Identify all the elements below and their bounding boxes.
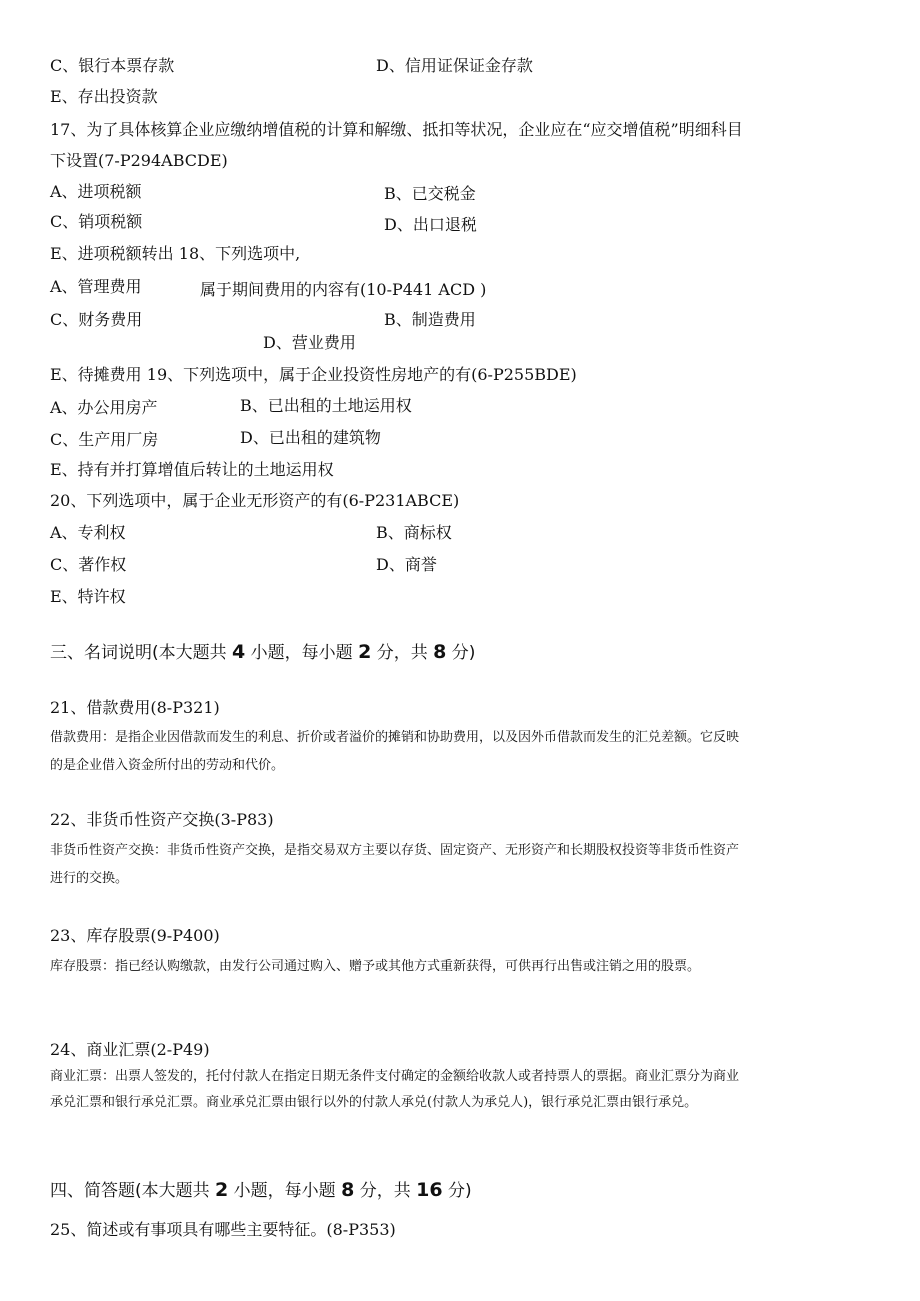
- q20-option-b: B、商标权: [376, 523, 452, 542]
- term-24-definition-cont: 承兑汇票和银行承兑汇票。商业承兑汇票由银行以外的付款人承兑(付款人为承兑人)，银行承兑汇票由银行承兑。: [50, 1095, 698, 1110]
- term-22-definition-cont: 进行的交换。: [50, 871, 129, 886]
- term-22-definition: 非货币性资产交换：非货币性资产交换，是指交易双方主要以存货、固定资产、无形资产和长期股权投资等非货币性资产: [50, 843, 740, 858]
- q17-option-d: D、出口退税: [384, 215, 477, 234]
- term-21-definition: 借款费用：是指企业因借款而发生的利息、折价或者溢价的摊销和协助费用，以及因外币借款而发生的汇兑差额。它反映: [50, 730, 740, 745]
- q20-option-d: D、商誉: [376, 555, 437, 574]
- q17-option-a: A、进项税额: [50, 182, 142, 201]
- q17-option-b: B、已交税金: [384, 184, 476, 203]
- section-3-heading: 三、名词说明(本大题共 4 小题，每小题 2 分，共 8 分): [50, 641, 476, 663]
- term-21-definition-cont: 的是企业借入资金所付出的劳动和代价。: [50, 758, 285, 773]
- option-e-investment: E、存出投资款: [50, 87, 158, 106]
- q19-option-e: E、持有并打算增值后转让的土地运用权: [50, 460, 334, 479]
- term-22-title: 22、非货币性资产交换(3-P83): [50, 810, 274, 829]
- q18-option-c: C、财务费用: [50, 310, 143, 329]
- q19-option-b: B、已出租的土地运用权: [240, 396, 412, 415]
- section-4-heading: 四、简答题(本大题共 2 小题，每小题 8 分，共 16 分): [50, 1179, 472, 1201]
- term-21-title: 21、借款费用(8-P321): [50, 698, 220, 717]
- option-d-credit-deposit: D、信用证保证金存款: [376, 56, 533, 75]
- q17-option-c: C、销项税额: [50, 212, 143, 231]
- question-25: 25、简述或有事项具有哪些主要特征。(8-P353): [50, 1220, 396, 1239]
- q18-option-d: D、营业费用: [263, 333, 356, 352]
- q20-option-c: C、著作权: [50, 555, 127, 574]
- q18-option-e-q19-stem: E、待摊费用 19、下列选项中，属于企业投资性房地产的有(6-P255BDE): [50, 365, 577, 384]
- q18-option-a: A、管理费用: [50, 277, 142, 296]
- question-17-stem-cont: 下设置(7-P294ABCDE): [50, 151, 228, 170]
- question-20-stem: 20、下列选项中，属于企业无形资产的有(6-P231ABCE): [50, 491, 460, 510]
- question-18-stem: 属于期间费用的内容有(10-P441 ACD ): [200, 280, 487, 299]
- term-24-title: 24、商业汇票(2-P49): [50, 1040, 210, 1059]
- term-23-definition: 库存股票：指已经认购缴款，由发行公司通过购入、赠予或其他方式重新获得，可供再行出售或注销之用的股票。: [50, 959, 701, 974]
- q20-option-a: A、专利权: [50, 523, 126, 542]
- q18-option-b: B、制造费用: [384, 310, 476, 329]
- term-24-definition: 商业汇票：出票人签发的，托付付款人在指定日期无条件支付确定的金额给收款人或者持票人的票据。商业汇票分为商业: [50, 1069, 740, 1084]
- q17-option-e-q18-start: E、进项税额转出 18、下列选项中,: [50, 244, 301, 263]
- option-c-bank-draft: C、银行本票存款: [50, 56, 175, 75]
- q19-option-c: C、生产用厂房: [50, 430, 159, 449]
- term-23-title: 23、库存股票(9-P400): [50, 926, 220, 945]
- q19-option-a: A、办公用房产: [50, 398, 158, 417]
- q20-option-e: E、特许权: [50, 587, 126, 606]
- q19-option-d: D、已出租的建筑物: [240, 428, 381, 447]
- question-17-stem: 17、为了具体核算企业应缴纳增值税的计算和解缴、抵扣等状况，企业应在“应交增值税”明细科目: [50, 120, 743, 139]
